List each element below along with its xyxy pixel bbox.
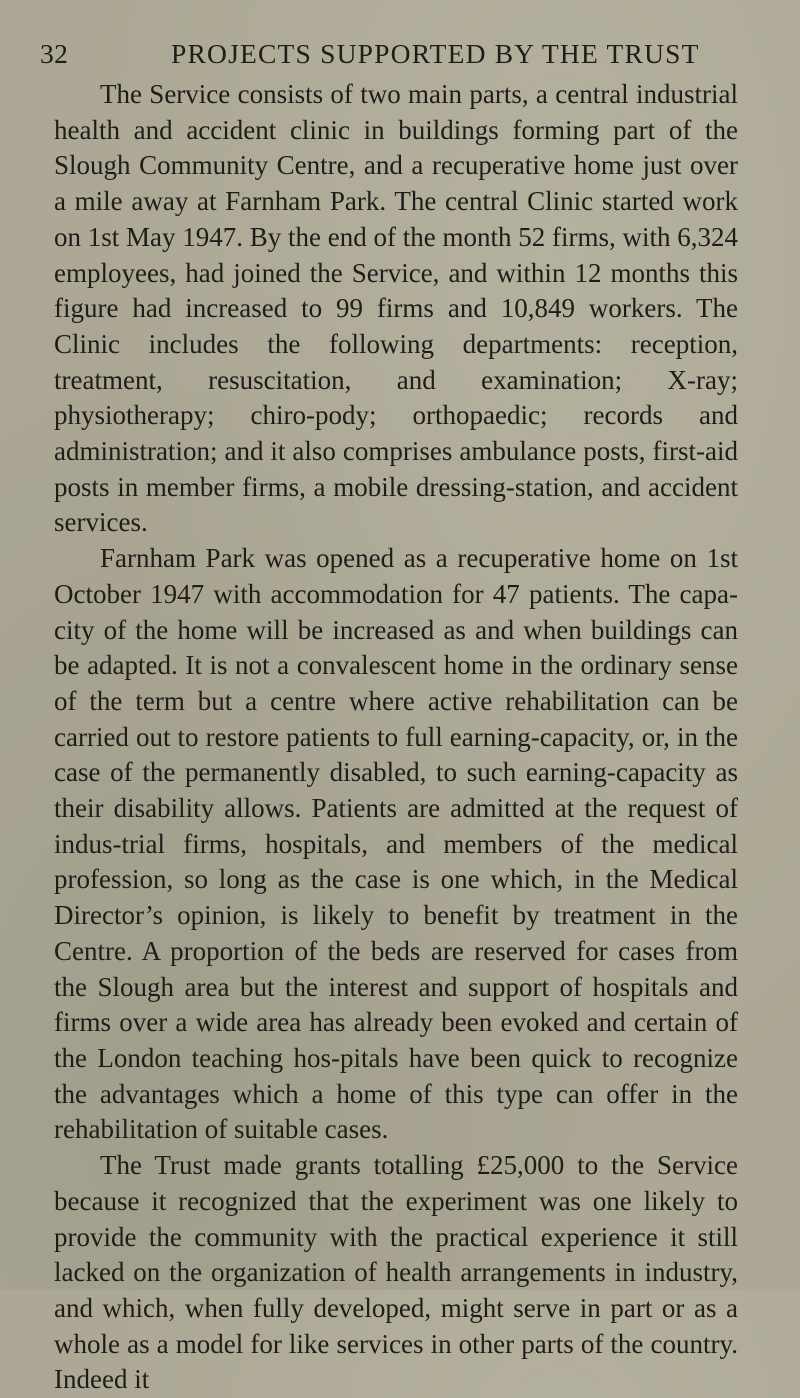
running-title: PROJECTS SUPPORTED BY THE TRUST xyxy=(171,38,700,69)
paragraph-trust-grants: The Trust made grants totalling £25,000 to the Service because it recognized that the experiment was one likely to provide the community with the practical experience it still lacked on the organization of health arrangements in industry, and which, when fully developed, might serve in part or as a whole as a model for like services in other parts of the country. Indeed it xyxy=(54,1150,738,1395)
paragraph-service-overview: The Service consists of two main parts, a central industrial health and accident clinic in buildings forming part of the Slough Community Centre, and a recuperative home just over a mile away at Farnham Park. The central Clinic started work on 1st May 1947. By the end of the month 52 firms, with 6,324 employees, had joined the Service, and within 12 months this figure had increased to 99 firms and 10,849 workers. The Clinic includes the following departments: reception, treatment, resuscitation, and examination; X-ray; physiotherapy; chiro-pody; orthopaedic; records and administration; and it also comprises ambulance posts, first-aid posts in member firms, a mobile dressing-station, and accident services. xyxy=(54,79,738,538)
running-header xyxy=(40,34,740,74)
paragraph-farnham-park: Farnham Park was opened as a recuperative home on 1st October 1947 with accommodation for 47 patients. The capa-city of the home will be increased as and when buildings can be adapted. It is not a convalescent home in the ordinary sense of the term but a centre where active rehabilitation can be carried out to restore patients to full earning-capacity, or, in the case of the permanently disabled, to such earning-capacity as their disability allows. Patients are admitted at the request of indus-trial firms, hospitals, and members of the medical profession, so long as the case is one which, in the Medical Director’s opinion, is likely to benefit by treatment in the Centre. A proportion of the beds are reserved for cases from the Slough area but the interest and support of hospitals and firms over a wide area has already been evoked and certain of the London teaching hos-pitals have been quick to recognize the advantages which a home of this type can offer in the rehabilitation of suitable cases. xyxy=(54,543,738,1145)
body-text xyxy=(54,77,738,1398)
page-number: 32 xyxy=(40,38,69,69)
